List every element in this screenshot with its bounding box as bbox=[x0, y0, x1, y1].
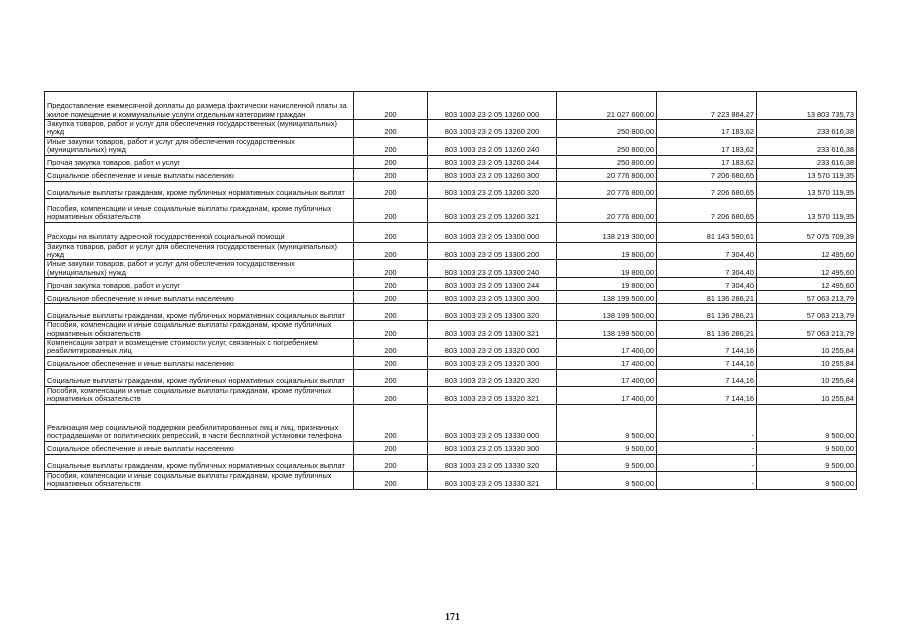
row-approved-amount: 20 776 800,00 bbox=[557, 198, 657, 222]
table-row bbox=[45, 242, 857, 260]
row-executed-amount: - bbox=[657, 454, 757, 471]
row-classification-code: 803 1003 23 2 05 13330 321 bbox=[428, 471, 557, 489]
row-name: Социальное обеспечение и иные выплаты населению bbox=[45, 291, 354, 304]
row-executed-amount: 81 143 590,61 bbox=[657, 222, 757, 242]
row-code: 200 bbox=[354, 137, 428, 155]
row-classification-code: 803 1003 23 2 05 13300 321 bbox=[428, 321, 557, 339]
row-code: 200 bbox=[354, 454, 428, 471]
row-unexecuted-amount: 57 063 213,79 bbox=[757, 304, 857, 321]
row-name: Пособия, компенсации и иные социальные выплаты гражданам, кроме публичных нормативных обязательств bbox=[45, 386, 354, 404]
row-name: Предоставление ежемесячной доплаты до размера фактически начисленной платы за жилое помещение и коммунальные услуги отдельным категориям граждан bbox=[45, 92, 354, 120]
row-code: 200 bbox=[354, 369, 428, 386]
table-row bbox=[45, 441, 857, 454]
row-approved-amount: 20 776 800,00 bbox=[557, 168, 657, 181]
page-number: 171 bbox=[445, 612, 460, 623]
row-code: 200 bbox=[354, 321, 428, 339]
row-executed-amount: - bbox=[657, 441, 757, 454]
row-name: Компенсация затрат и возмещение стоимости услуг, связанных с погребением реабилитированных лиц bbox=[45, 339, 354, 357]
row-approved-amount: 9 500,00 bbox=[557, 441, 657, 454]
row-unexecuted-amount: 233 616,38 bbox=[757, 120, 857, 138]
table-row bbox=[45, 291, 857, 304]
row-unexecuted-amount: 57 063 213,79 bbox=[757, 291, 857, 304]
row-name: Иные закупки товаров, работ и услуг для обеспечения государственных (муниципальных) нужд bbox=[45, 260, 354, 278]
row-executed-amount: 17 183,62 bbox=[657, 120, 757, 138]
row-code: 200 bbox=[354, 155, 428, 168]
row-executed-amount: 17 183,62 bbox=[657, 137, 757, 155]
row-unexecuted-amount: 13 570 119,35 bbox=[757, 198, 857, 222]
row-code: 200 bbox=[354, 242, 428, 260]
row-name: Расходы на выплату адресной государственной социальной помощи bbox=[45, 222, 354, 242]
table-row bbox=[45, 168, 857, 181]
row-executed-amount: 7 223 864,27 bbox=[657, 92, 757, 120]
row-executed-amount: 7 144,16 bbox=[657, 356, 757, 369]
row-classification-code: 803 1003 23 2 05 13300 244 bbox=[428, 278, 557, 291]
table-row bbox=[45, 198, 857, 222]
row-classification-code: 803 1003 23 2 05 13320 321 bbox=[428, 386, 557, 404]
row-code: 200 bbox=[354, 471, 428, 489]
table-row bbox=[45, 404, 857, 441]
row-executed-amount: - bbox=[657, 471, 757, 489]
row-unexecuted-amount: 12 495,60 bbox=[757, 242, 857, 260]
row-name: Закупка товаров, работ и услуг для обеспечения государственных (муниципальных) нужд bbox=[45, 120, 354, 138]
row-name: Иные закупки товаров, работ и услуг для обеспечения государственных (муниципальных) нужд bbox=[45, 137, 354, 155]
row-classification-code: 803 1003 23 2 05 13330 300 bbox=[428, 441, 557, 454]
row-executed-amount: 7 144,16 bbox=[657, 339, 757, 357]
row-executed-amount: 7 144,16 bbox=[657, 369, 757, 386]
row-unexecuted-amount: 57 063 213,79 bbox=[757, 321, 857, 339]
row-executed-amount: - bbox=[657, 404, 757, 441]
row-approved-amount: 138 199 500,00 bbox=[557, 304, 657, 321]
row-approved-amount: 20 776 800,00 bbox=[557, 181, 657, 198]
row-unexecuted-amount: 9 500,00 bbox=[757, 441, 857, 454]
row-name: Прочая закупка товаров, работ и услуг bbox=[45, 155, 354, 168]
row-classification-code: 803 1003 23 2 05 13260 240 bbox=[428, 137, 557, 155]
row-approved-amount: 138 199 500,00 bbox=[557, 291, 657, 304]
row-code: 200 bbox=[354, 120, 428, 138]
row-name: Прочая закупка товаров, работ и услуг bbox=[45, 278, 354, 291]
row-unexecuted-amount: 10 255,84 bbox=[757, 339, 857, 357]
table-row bbox=[45, 260, 857, 278]
row-approved-amount: 138 199 500,00 bbox=[557, 321, 657, 339]
row-unexecuted-amount: 233 616,38 bbox=[757, 137, 857, 155]
row-unexecuted-amount: 57 075 709,39 bbox=[757, 222, 857, 242]
row-executed-amount: 81 136 286,21 bbox=[657, 291, 757, 304]
row-approved-amount: 19 800,00 bbox=[557, 278, 657, 291]
row-classification-code: 803 1003 23 2 05 13320 000 bbox=[428, 339, 557, 357]
row-unexecuted-amount: 9 500,00 bbox=[757, 404, 857, 441]
row-classification-code: 803 1003 23 2 05 13260 244 bbox=[428, 155, 557, 168]
table-row bbox=[45, 356, 857, 369]
row-classification-code: 803 1003 23 2 05 13320 300 bbox=[428, 356, 557, 369]
table-row bbox=[45, 369, 857, 386]
row-code: 200 bbox=[354, 386, 428, 404]
table-row bbox=[45, 321, 857, 339]
row-executed-amount: 7 304,40 bbox=[657, 242, 757, 260]
row-code: 200 bbox=[354, 92, 428, 120]
row-code: 200 bbox=[354, 404, 428, 441]
row-approved-amount: 9 500,00 bbox=[557, 404, 657, 441]
row-executed-amount: 7 206 680,65 bbox=[657, 198, 757, 222]
row-unexecuted-amount: 9 500,00 bbox=[757, 471, 857, 489]
row-classification-code: 803 1003 23 2 05 13300 300 bbox=[428, 291, 557, 304]
row-approved-amount: 17 400,00 bbox=[557, 356, 657, 369]
row-approved-amount: 19 800,00 bbox=[557, 260, 657, 278]
row-executed-amount: 81 136 286,21 bbox=[657, 321, 757, 339]
row-unexecuted-amount: 12 495,60 bbox=[757, 260, 857, 278]
table-row bbox=[45, 454, 857, 471]
row-classification-code: 803 1003 23 2 05 13300 200 bbox=[428, 242, 557, 260]
row-executed-amount: 81 136 286,21 bbox=[657, 304, 757, 321]
table-row bbox=[45, 304, 857, 321]
row-name: Пособия, компенсации и иные социальные выплаты гражданам, кроме публичных нормативных обязательств bbox=[45, 198, 354, 222]
row-approved-amount: 17 400,00 bbox=[557, 339, 657, 357]
row-name: Социальное обеспечение и иные выплаты населению bbox=[45, 168, 354, 181]
row-approved-amount: 17 400,00 bbox=[557, 386, 657, 404]
row-unexecuted-amount: 10 255,84 bbox=[757, 386, 857, 404]
row-code: 200 bbox=[354, 168, 428, 181]
row-executed-amount: 7 206 680,65 bbox=[657, 181, 757, 198]
row-unexecuted-amount: 13 570 119,35 bbox=[757, 168, 857, 181]
table-row bbox=[45, 386, 857, 404]
table-row bbox=[45, 92, 857, 120]
row-approved-amount: 17 400,00 bbox=[557, 369, 657, 386]
row-executed-amount: 17 183,62 bbox=[657, 155, 757, 168]
row-name: Закупка товаров, работ и услуг для обеспечения государственных (муниципальных) нужд bbox=[45, 242, 354, 260]
row-code: 200 bbox=[354, 278, 428, 291]
row-code: 200 bbox=[354, 260, 428, 278]
row-code: 200 bbox=[354, 339, 428, 357]
table-row bbox=[45, 339, 857, 357]
row-name: Реализация мер социальной поддержки реабилитированных лиц и лиц, признанных пострадавшими от политических репрессий, в части бесплатной установки телефона bbox=[45, 404, 354, 441]
row-approved-amount: 250 800,00 bbox=[557, 137, 657, 155]
row-approved-amount: 19 800,00 bbox=[557, 242, 657, 260]
table-row bbox=[45, 222, 857, 242]
row-approved-amount: 9 500,00 bbox=[557, 471, 657, 489]
row-name: Социальные выплаты гражданам, кроме публичных нормативных социальных выплат bbox=[45, 454, 354, 471]
row-name: Социальные выплаты гражданам, кроме публичных нормативных социальных выплат bbox=[45, 181, 354, 198]
row-approved-amount: 250 800,00 bbox=[557, 120, 657, 138]
row-executed-amount: 7 304,40 bbox=[657, 260, 757, 278]
row-approved-amount: 250 800,00 bbox=[557, 155, 657, 168]
row-executed-amount: 7 144,16 bbox=[657, 386, 757, 404]
row-name: Социальные выплаты гражданам, кроме публичных нормативных социальных выплат bbox=[45, 304, 354, 321]
table-body bbox=[45, 92, 857, 490]
row-approved-amount: 21 027 600,00 bbox=[557, 92, 657, 120]
row-code: 200 bbox=[354, 291, 428, 304]
row-code: 200 bbox=[354, 222, 428, 242]
row-name: Пособия, компенсации и иные социальные выплаты гражданам, кроме публичных нормативных обязательств bbox=[45, 471, 354, 489]
budget-execution-table bbox=[44, 91, 857, 490]
row-unexecuted-amount: 10 255,84 bbox=[757, 356, 857, 369]
row-classification-code: 803 1003 23 2 05 13300 000 bbox=[428, 222, 557, 242]
row-code: 200 bbox=[354, 198, 428, 222]
row-executed-amount: 7 304,40 bbox=[657, 278, 757, 291]
table-row bbox=[45, 181, 857, 198]
row-classification-code: 803 1003 23 2 05 13300 320 bbox=[428, 304, 557, 321]
row-classification-code: 803 1003 23 2 05 13300 240 bbox=[428, 260, 557, 278]
table-row bbox=[45, 471, 857, 489]
row-unexecuted-amount: 13 803 735,73 bbox=[757, 92, 857, 120]
table-row bbox=[45, 155, 857, 168]
row-classification-code: 803 1003 23 2 05 13330 320 bbox=[428, 454, 557, 471]
row-code: 200 bbox=[354, 356, 428, 369]
row-unexecuted-amount: 12 495,60 bbox=[757, 278, 857, 291]
row-approved-amount: 9 500,00 bbox=[557, 454, 657, 471]
table-row bbox=[45, 278, 857, 291]
row-name: Пособия, компенсации и иные социальные выплаты гражданам, кроме публичных нормативных обязательств bbox=[45, 321, 354, 339]
row-classification-code: 803 1003 23 2 05 13260 000 bbox=[428, 92, 557, 120]
row-unexecuted-amount: 233 616,38 bbox=[757, 155, 857, 168]
row-code: 200 bbox=[354, 441, 428, 454]
row-classification-code: 803 1003 23 2 05 13260 300 bbox=[428, 168, 557, 181]
row-executed-amount: 7 206 680,65 bbox=[657, 168, 757, 181]
row-classification-code: 803 1003 23 2 05 13320 320 bbox=[428, 369, 557, 386]
row-name: Социальное обеспечение и иные выплаты населению bbox=[45, 441, 354, 454]
row-classification-code: 803 1003 23 2 05 13330 000 bbox=[428, 404, 557, 441]
row-name: Социальное обеспечение и иные выплаты населению bbox=[45, 356, 354, 369]
row-unexecuted-amount: 13 570 119,35 bbox=[757, 181, 857, 198]
row-classification-code: 803 1003 23 2 05 13260 320 bbox=[428, 181, 557, 198]
row-unexecuted-amount: 10 255,84 bbox=[757, 369, 857, 386]
row-classification-code: 803 1003 23 2 05 13260 321 bbox=[428, 198, 557, 222]
table-row bbox=[45, 120, 857, 138]
row-name: Социальные выплаты гражданам, кроме публичных нормативных социальных выплат bbox=[45, 369, 354, 386]
table-row bbox=[45, 137, 857, 155]
row-code: 200 bbox=[354, 181, 428, 198]
row-approved-amount: 138 219 300,00 bbox=[557, 222, 657, 242]
row-unexecuted-amount: 9 500,00 bbox=[757, 454, 857, 471]
row-classification-code: 803 1003 23 2 05 13260 200 bbox=[428, 120, 557, 138]
row-code: 200 bbox=[354, 304, 428, 321]
